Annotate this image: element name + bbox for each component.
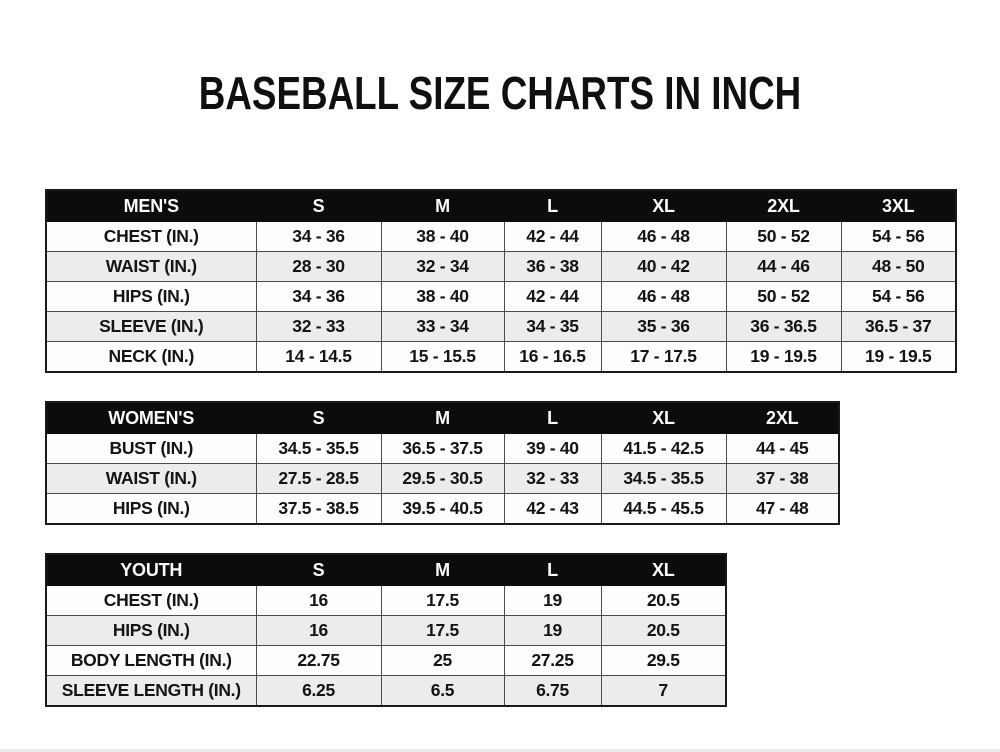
size-value-cell: 16 <box>256 616 381 646</box>
size-value-cell: 22.75 <box>256 646 381 676</box>
size-value-cell: 20.5 <box>601 616 726 646</box>
measurement-row <box>46 616 726 646</box>
size-value-cell: 36 - 38 <box>504 252 601 282</box>
page-title: BASEBALL SIZE CHARTS IN INCH <box>198 67 802 119</box>
measurement-row <box>46 494 839 525</box>
measurement-row <box>46 222 956 252</box>
measurement-row <box>46 646 726 676</box>
measurement-label: CHEST (IN.) <box>46 222 256 252</box>
size-value-cell: 6.5 <box>381 676 504 707</box>
size-value-cell: 25 <box>381 646 504 676</box>
size-value-cell: 34 - 36 <box>256 282 381 312</box>
size-value-cell: 44 - 46 <box>726 252 841 282</box>
size-value-cell: 6.25 <box>256 676 381 707</box>
measurement-label: HIPS (IN.) <box>46 494 256 525</box>
size-value-cell: 20.5 <box>601 586 726 616</box>
size-value-cell: 33 - 34 <box>381 312 504 342</box>
size-column-header: L <box>504 402 601 434</box>
size-value-cell: 42 - 43 <box>504 494 601 525</box>
measurement-label: CHEST (IN.) <box>46 586 256 616</box>
size-value-cell: 27.5 - 28.5 <box>256 464 381 494</box>
size-value-cell: 48 - 50 <box>841 252 956 282</box>
size-column-header: M <box>381 402 504 434</box>
size-value-cell: 41.5 - 42.5 <box>601 434 726 464</box>
size-value-cell: 42 - 44 <box>504 222 601 252</box>
measurement-row <box>46 464 839 494</box>
measurement-row <box>46 282 956 312</box>
size-value-cell: 17 - 17.5 <box>601 342 726 373</box>
measurement-label: NECK (IN.) <box>46 342 256 373</box>
size-value-cell: 17.5 <box>381 586 504 616</box>
size-column-header: XL <box>601 554 726 586</box>
measurement-row <box>46 676 726 707</box>
measurement-label: HIPS (IN.) <box>46 282 256 312</box>
measurement-row <box>46 312 956 342</box>
size-value-cell: 34.5 - 35.5 <box>601 464 726 494</box>
mens-header-row <box>46 190 956 222</box>
size-value-cell: 42 - 44 <box>504 282 601 312</box>
size-value-cell: 40 - 42 <box>601 252 726 282</box>
size-value-cell: 38 - 40 <box>381 282 504 312</box>
size-value-cell: 46 - 48 <box>601 222 726 252</box>
size-value-cell: 46 - 48 <box>601 282 726 312</box>
size-value-cell: 19 - 19.5 <box>726 342 841 373</box>
womens-header-row <box>46 402 839 434</box>
size-value-cell: 50 - 52 <box>726 222 841 252</box>
size-value-cell: 54 - 56 <box>841 222 956 252</box>
measurement-label: WAIST (IN.) <box>46 464 256 494</box>
measurement-row <box>46 252 956 282</box>
measurement-label: SLEEVE LENGTH (IN.) <box>46 676 256 707</box>
size-value-cell: 54 - 56 <box>841 282 956 312</box>
size-value-cell: 37.5 - 38.5 <box>256 494 381 525</box>
size-column-header: L <box>504 190 601 222</box>
size-column-header: 2XL <box>726 190 841 222</box>
youth-header-row <box>46 554 726 586</box>
size-value-cell: 19 - 19.5 <box>841 342 956 373</box>
measurement-label: BUST (IN.) <box>46 434 256 464</box>
size-value-cell: 32 - 33 <box>256 312 381 342</box>
size-value-cell: 32 - 33 <box>504 464 601 494</box>
size-value-cell: 34.5 - 35.5 <box>256 434 381 464</box>
womens-table-title: WOMEN'S <box>46 402 256 434</box>
measurement-label: WAIST (IN.) <box>46 252 256 282</box>
size-value-cell: 17.5 <box>381 616 504 646</box>
size-value-cell: 32 - 34 <box>381 252 504 282</box>
size-value-cell: 38 - 40 <box>381 222 504 252</box>
size-value-cell: 16 - 16.5 <box>504 342 601 373</box>
size-value-cell: 7 <box>601 676 726 707</box>
size-value-cell: 35 - 36 <box>601 312 726 342</box>
measurement-label: SLEEVE (IN.) <box>46 312 256 342</box>
size-value-cell: 44.5 - 45.5 <box>601 494 726 525</box>
size-column-header: S <box>256 402 381 434</box>
measurement-row <box>46 434 839 464</box>
youth-size-table <box>45 553 727 707</box>
size-value-cell: 34 - 36 <box>256 222 381 252</box>
mens-table-title: MEN'S <box>46 190 256 222</box>
size-value-cell: 29.5 <box>601 646 726 676</box>
size-value-cell: 15 - 15.5 <box>381 342 504 373</box>
womens-size-chart <box>45 401 840 525</box>
size-column-header: XL <box>601 402 726 434</box>
size-column-header: S <box>256 554 381 586</box>
size-value-cell: 39.5 - 40.5 <box>381 494 504 525</box>
measurement-row <box>46 342 956 373</box>
size-value-cell: 6.75 <box>504 676 601 707</box>
size-value-cell: 19 <box>504 586 601 616</box>
size-value-cell: 19 <box>504 616 601 646</box>
size-value-cell: 16 <box>256 586 381 616</box>
mens-size-table <box>45 189 957 373</box>
size-value-cell: 14 - 14.5 <box>256 342 381 373</box>
measurement-label: HIPS (IN.) <box>46 616 256 646</box>
size-value-cell: 36 - 36.5 <box>726 312 841 342</box>
size-value-cell: 50 - 52 <box>726 282 841 312</box>
youth-table-title: YOUTH <box>46 554 256 586</box>
mens-size-chart <box>45 189 957 373</box>
size-value-cell: 47 - 48 <box>726 494 839 525</box>
size-value-cell: 36.5 - 37 <box>841 312 956 342</box>
size-value-cell: 39 - 40 <box>504 434 601 464</box>
size-value-cell: 28 - 30 <box>256 252 381 282</box>
size-column-header: XL <box>601 190 726 222</box>
size-column-header: M <box>381 190 504 222</box>
measurement-row <box>46 586 726 616</box>
measurement-label: BODY LENGTH (IN.) <box>46 646 256 676</box>
size-value-cell: 29.5 - 30.5 <box>381 464 504 494</box>
size-value-cell: 44 - 45 <box>726 434 839 464</box>
youth-size-chart <box>45 553 727 707</box>
size-column-header: 3XL <box>841 190 956 222</box>
size-column-header: 2XL <box>726 402 839 434</box>
size-value-cell: 27.25 <box>504 646 601 676</box>
womens-size-table <box>45 401 840 525</box>
size-column-header: S <box>256 190 381 222</box>
size-value-cell: 36.5 - 37.5 <box>381 434 504 464</box>
size-value-cell: 37 - 38 <box>726 464 839 494</box>
size-column-header: L <box>504 554 601 586</box>
size-column-header: M <box>381 554 504 586</box>
size-value-cell: 34 - 35 <box>504 312 601 342</box>
